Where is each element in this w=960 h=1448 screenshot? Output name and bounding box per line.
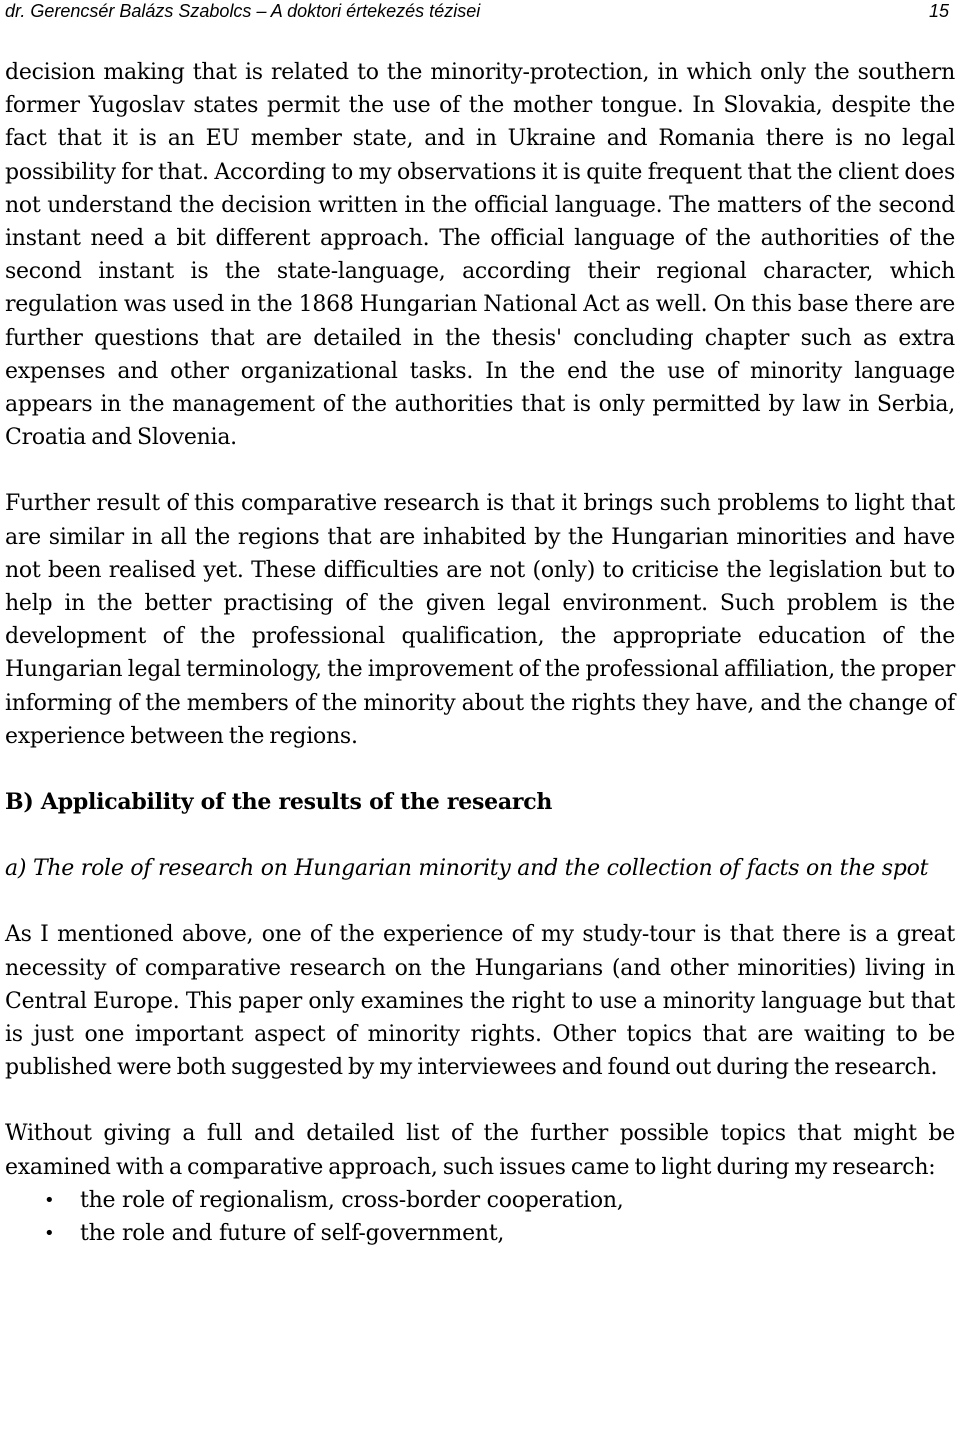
header-title: dr. Gerencsér Balázs Szabolcs – A doktori értekezés tézisei — [5, 1, 481, 21]
paragraph-gap — [5, 454, 955, 487]
list-item-text: the role and future of self-government, — [80, 1221, 505, 1247]
section-heading: B) Applicability of the results of the research — [5, 789, 553, 816]
list-item-text: the role of regionalism, cross-border cooperation, — [80, 1187, 624, 1213]
topics-list — [5, 1184, 955, 1250]
bullet-icon: • — [44, 1189, 55, 1211]
paragraph-gap — [5, 885, 955, 918]
paragraph-gap — [5, 1084, 955, 1117]
paragraph-study-tour-experience: As I mentioned above, one of the experience of my study-tour is that there is a great necessity of comparative research on the Hungarians (and other minorities) living in Central Europe. This paper only examines the right to use a minority language but that is just one important aspect of minority rights. Other topics that are waiting to be published were both suggested by my interviewees and found out during the research. — [5, 922, 955, 1081]
subsection-heading: a) The role of research on Hungarian minority and the collection of facts on the spot — [5, 856, 929, 882]
page-number: 15 — [928, 1, 949, 21]
list-item — [5, 1217, 955, 1250]
list-item — [5, 1184, 955, 1217]
paragraph-minority-language-decisions: decision making that is related to the minority-protection, in which only the southern former Yugoslav states permit the use of the mother tongue. In Slovakia, despite the fact that it is an EU member state, and in Ukraine and Romania there is no legal possibility for that. According to my observations it is quite frequent that the client does not understand the decision written in the official language. The matters of the second instant need a bit different approach. The official language of the authorities of the second instant is the state-language, according their regional character, which regulation was used in the 1868 Hungarian National Act as well. On this base there are further questions that are detailed in the thesis' concluding chapter such as extra expenses and other organizational tasks. In the end the use of minority language appears in the management of the authorities that is only permitted by law in Serbia, Croatia and Slovenia. — [5, 60, 955, 451]
paragraph-gap — [5, 753, 955, 786]
body-text — [5, 56, 955, 1250]
paragraph-comparative-research-results: Further result of this comparative research is that it brings such problems to light that are similar in all the regions that are inhabited by the Hungarian minorities and have not been realised yet. These difficulties are not (only) to criticise the legislation but to help in the better practising of the given legal environment. Such problem is the development of the professional qualification, the appropriate education of the Hungarian legal terminology, the improvement of the professional affiliation, the proper informing of the members of the minority about the rights they have, and the change of experience between the regions. — [5, 491, 955, 749]
paragraph-gap — [5, 819, 955, 852]
bullet-icon: • — [44, 1223, 55, 1245]
running-header — [5, 0, 955, 24]
paragraph-further-topics-intro: Without giving a full and detailed list of the further possible topics that might be examined with a comparative approach, such issues came to light during my research: — [5, 1121, 955, 1180]
